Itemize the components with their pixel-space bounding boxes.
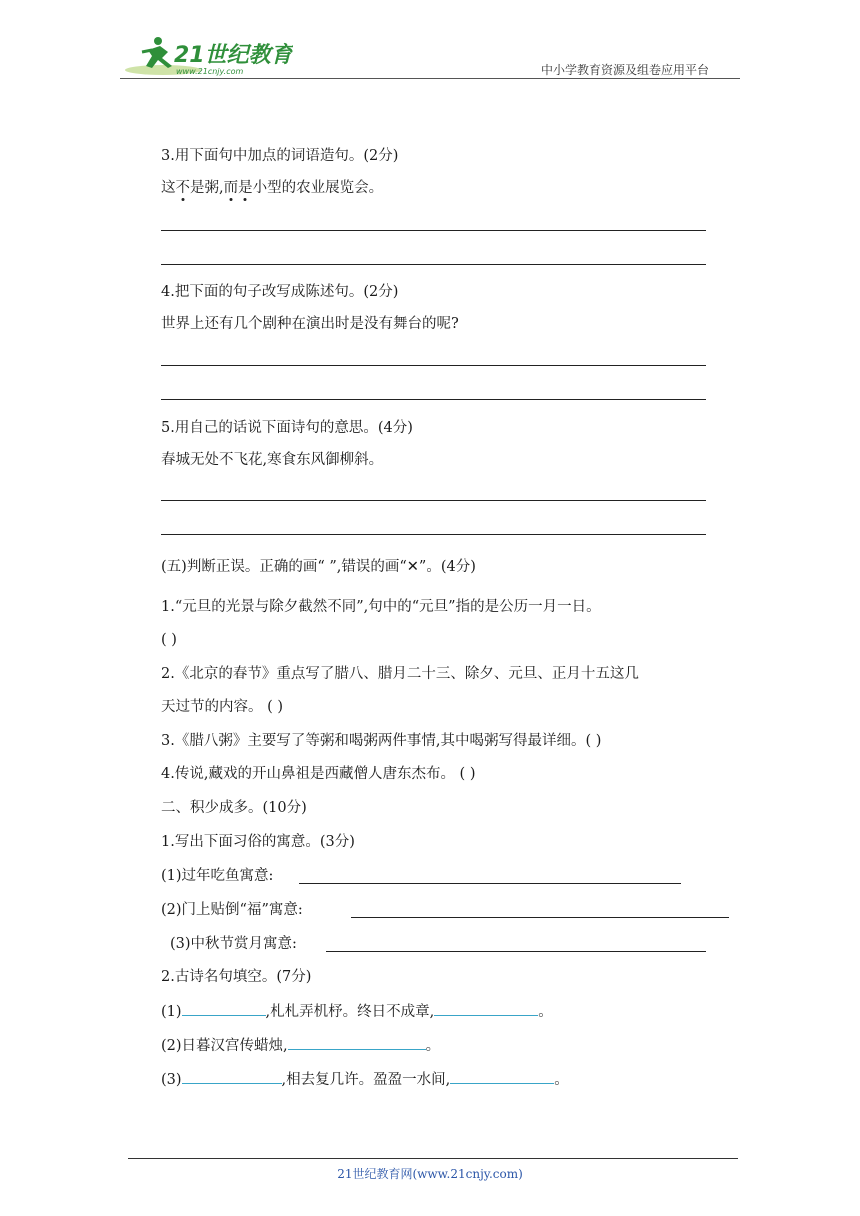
answer-line[interactable] xyxy=(161,500,706,501)
q4-title: 4.把下面的句子改写成陈述句。(2分) xyxy=(161,284,399,300)
judge-item-3[interactable]: 3.《腊八粥》主要写了等粥和喝粥两件事情,其中喝粥写得最详细。( ) xyxy=(161,733,602,749)
poem-1-end: 。 xyxy=(538,1004,553,1020)
custom-fu-label: (2)门上贴倒“福”寓意: xyxy=(161,902,303,918)
poem-3-text: ,相去复几许。盈盈一水间, xyxy=(281,1072,451,1088)
site-logo xyxy=(118,32,293,82)
answer-line[interactable] xyxy=(326,951,706,952)
poem-1-text: ,札札弄机杼。终日不成章, xyxy=(265,1004,435,1020)
q5-title: 5.用自己的话说下面诗句的意思。(4分) xyxy=(161,420,413,436)
poem-3-num: (3) xyxy=(161,1072,182,1088)
poem-blank[interactable] xyxy=(288,1035,426,1050)
answer-line[interactable] xyxy=(351,917,729,918)
answer-line[interactable] xyxy=(161,399,706,400)
s2-q2-title: 2.古诗名句填空。(7分) xyxy=(161,969,312,985)
poem-line-2 xyxy=(161,1035,440,1056)
judge-item-4[interactable]: 4.传说,藏戏的开山鼻祖是西藏僧人唐东杰布。 ( ) xyxy=(161,766,476,782)
poem-2-end: 。 xyxy=(425,1038,441,1054)
custom-fish-label: (1)过年吃鱼寓意: xyxy=(161,868,274,884)
answer-line[interactable] xyxy=(299,883,681,884)
q3-title: 3.用下面句中加点的词语造句。(2分) xyxy=(161,148,399,164)
dotted-char: 不 xyxy=(175,180,190,196)
poem-blank[interactable] xyxy=(434,1001,538,1016)
judge-bracket-1[interactable]: ( ) xyxy=(161,632,177,648)
judge-item-1: 1.“元旦的光景与除夕截然不同”,句中的“元旦”指的是公历一月一日。 xyxy=(161,599,601,615)
poem-blank[interactable] xyxy=(182,1069,282,1084)
poem-line-1 xyxy=(161,1001,553,1022)
poem-1-num: (1) xyxy=(161,1004,182,1020)
runner-logo-icon xyxy=(118,32,293,82)
q3-seg-4: 粥, xyxy=(204,180,224,196)
answer-line[interactable] xyxy=(161,230,706,231)
footer-divider xyxy=(128,1158,738,1159)
poem-blank[interactable] xyxy=(182,1001,266,1016)
part5-title: (五)判断正误。正确的画“ ”,错误的画“✕”。(4分) xyxy=(161,559,476,575)
answer-line[interactable] xyxy=(161,264,706,265)
answer-line[interactable] xyxy=(161,365,706,366)
q3-seg-3: 是 xyxy=(190,180,205,196)
custom-moon-label: (3)中秋节赏月寓意: xyxy=(170,936,297,952)
q3-seg-7: 小型的农业展览会。 xyxy=(252,180,384,196)
svg-text:www.21cnjy.com: www.21cnjy.com xyxy=(176,67,244,76)
s2-q1-title: 1.写出下面习俗的寓意。(3分) xyxy=(161,834,355,850)
footer-link[interactable]: 21世纪教育网(www.21cnjy.com) xyxy=(337,1167,523,1181)
judge-item-2: 2.《北京的春节》重点写了腊八、腊月二十三、除夕、元旦、正月十五这几 xyxy=(161,666,639,682)
q4-sentence: 世界上还有几个剧种在演出时是没有舞台的呢? xyxy=(161,316,459,332)
judge-item-2-cont[interactable]: 天过节的内容。 ( ) xyxy=(161,699,284,715)
q3-sentence xyxy=(161,178,383,198)
header-divider xyxy=(120,78,740,79)
answer-line[interactable] xyxy=(161,534,706,535)
dotted-char: 而 xyxy=(223,180,239,196)
q5-sentence: 春城无处不飞花,寒食东风御柳斜。 xyxy=(161,452,384,468)
platform-name: 中小学教育资源及组卷应用平台 xyxy=(541,63,710,77)
poem-3-end: 。 xyxy=(554,1072,569,1088)
section2-title: 二、积少成多。(10分) xyxy=(161,800,307,816)
poem-blank[interactable] xyxy=(450,1069,554,1084)
svg-text:21世纪教育: 21世纪教育 xyxy=(174,43,293,68)
poem-line-3 xyxy=(161,1069,569,1090)
poem-2-text: (2)日暮汉宫传蜡烛, xyxy=(161,1038,288,1054)
dotted-char: 是 xyxy=(238,180,253,196)
q3-seg-1: 这 xyxy=(161,180,176,196)
